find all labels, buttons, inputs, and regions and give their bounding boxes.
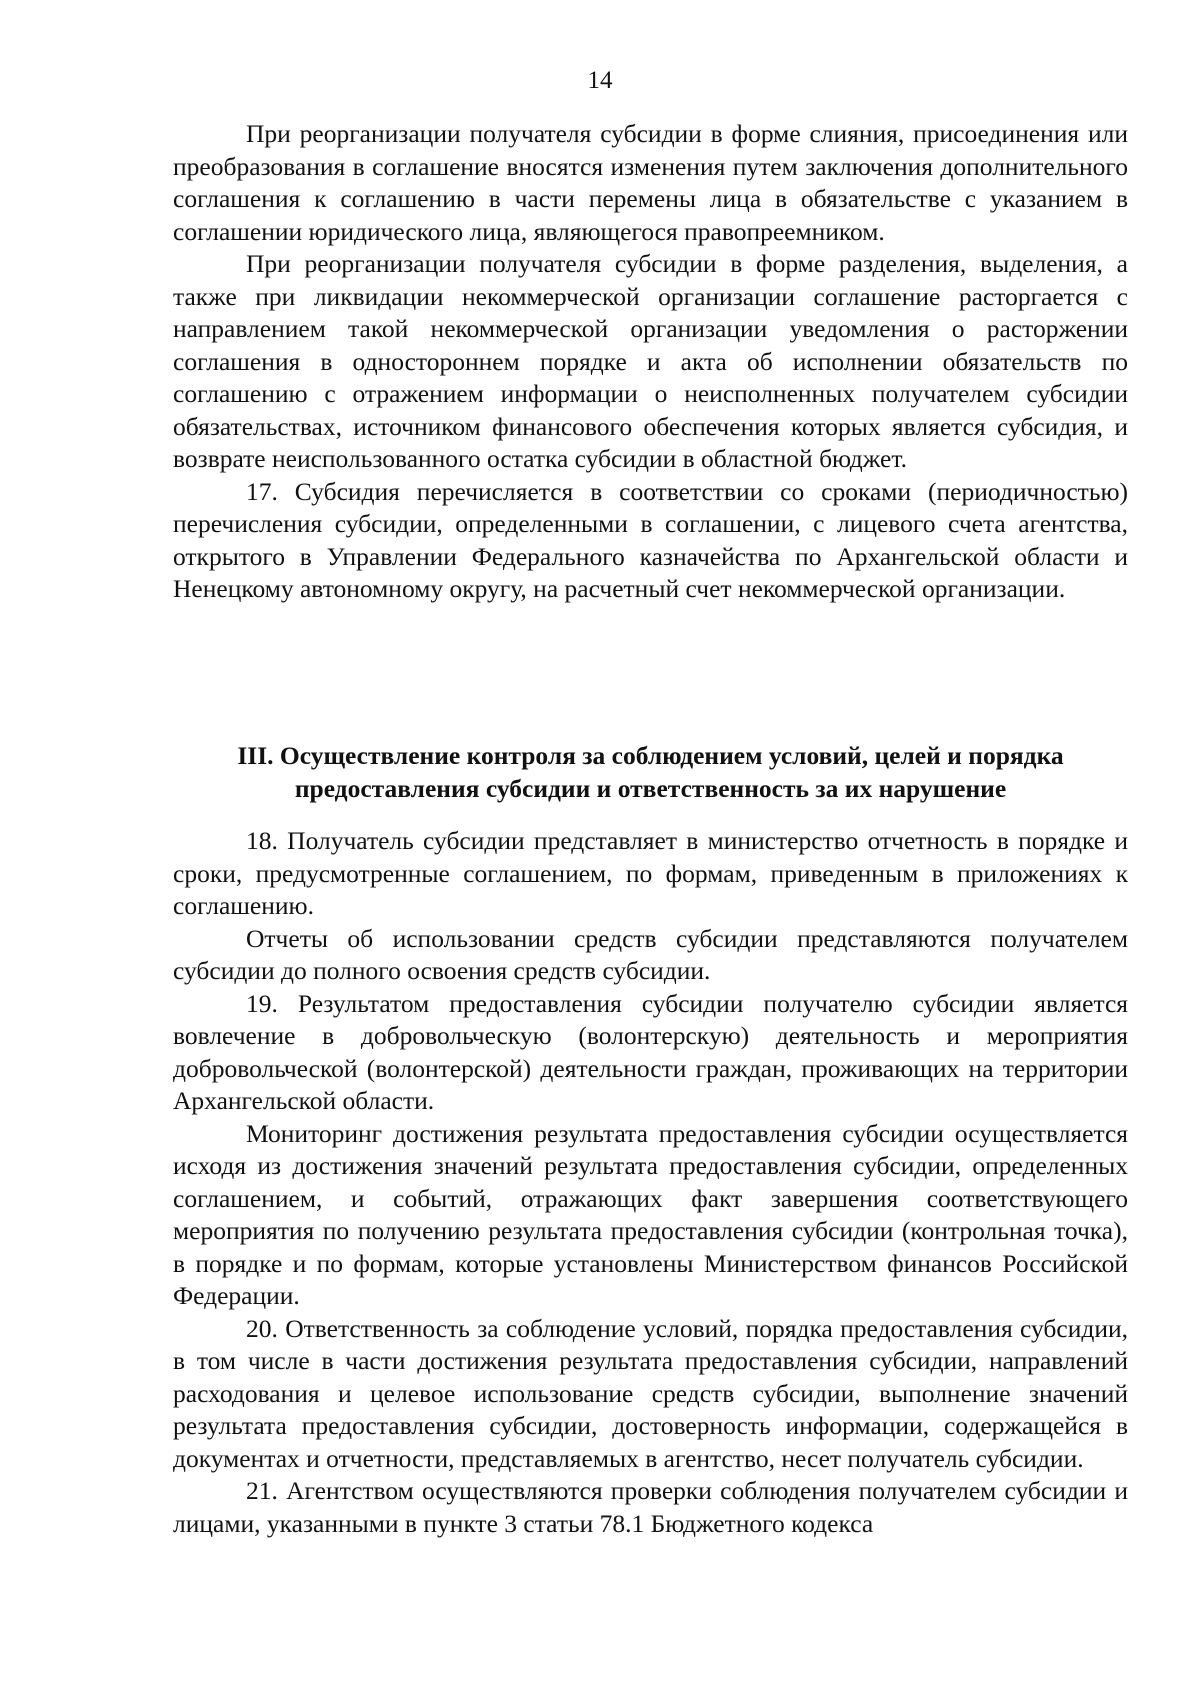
paragraph-17-subsidy-transfer: 17. Субсидия перечисляется в соответствии со сроками (периодичностью) перечисления субсидии, определенными в соглашении, с лицевого счета агентства, открытого в Управлении Федерального казначейства по Архангельской области и Ненецкому автономному округу, на расчетный счет некоммерческой организации. bbox=[173, 476, 1128, 603]
paragraph-reorganization-merger: При реорганизации получателя субсидии в форме слияния, присоединения или преобразования в соглашение вносятся изменения путем заключения дополнительного соглашения к соглашению в части перемены лица в обязательстве с указанием в соглашении юридического лица, являющегося правопреемником. bbox=[173, 119, 1128, 246]
paragraph-reorganization-division: При реорганизации получателя субсидии в форме разделения, выделения, а также при ликвидации некоммерческой организации соглашение расторгается с направлением такой некоммерческой организации уведомления о расторжении соглашения в одностороннем порядке и акта об исполнении обязательств по соглашению с отражением информации о неисполненных получателем субсидии обязательствах, источником финансового обеспечения которых является субсидия, и возврате неиспользованного остатка субсидии в областной бюджет. bbox=[173, 249, 1128, 473]
paragraph-19-result: 19. Результатом предоставления субсидии получателю субсидии является вовлечение в добровольческую (волонтерскую) деятельность и мероприятия добровольческой (волонтерской) деятельности граждан, проживающих на территории Архангельской области. bbox=[173, 988, 1128, 1115]
section-heading-line-2: предоставления субсидии и ответственность за их нарушение bbox=[294, 774, 1007, 803]
section-heading-iii bbox=[173, 739, 1128, 805]
paragraph-reports-usage: Отчеты об использовании средств субсидии представляются получателем субсидии до полного освоения средств субсидии. bbox=[173, 923, 1128, 985]
body-text-lower bbox=[173, 825, 1128, 1540]
paragraph-21-inspections: 21. Агентством осуществляются проверки соблюдения получателем субсидии и лицами, указанными в пункте 3 статьи 78.1 Бюджетного кодекса bbox=[173, 1476, 1128, 1538]
page-number: 14 bbox=[587, 67, 613, 94]
paragraph-20-responsibility: 20. Ответственность за соблюдение условий, порядка предоставления субсидии, в том числе в части достижения результата предоставления субсидии, направлений расходования и целевое использование средств субсидии, выполнение значений результата предоставления субсидии, достоверность информации, содержащейся в документах и отчетности, представляемых в агентство, несет получатель субсидии. bbox=[173, 1313, 1128, 1473]
paragraph-18-reporting: 18. Получатель субсидии представляет в министерство отчетность в порядке и сроки, предусмотренные соглашением, по формам, приведенным в приложениях к соглашению. bbox=[173, 826, 1128, 920]
section-heading-line-1: III. Осуществление контроля за соблюдением условий, целей и порядка bbox=[237, 741, 1064, 770]
body-text-upper bbox=[173, 118, 1128, 606]
paragraph-monitoring: Мониторинг достижения результата предоставления субсидии осуществляется исходя из достижения значений результата предоставления субсидии, определенных соглашением, и событий, отражающих факт завершения соответствующего мероприятия по получению результата предоставления субсидии (контрольная точка), в порядке и по формам, которые установлены Министерством финансов Российской Федерации. bbox=[173, 1118, 1128, 1310]
